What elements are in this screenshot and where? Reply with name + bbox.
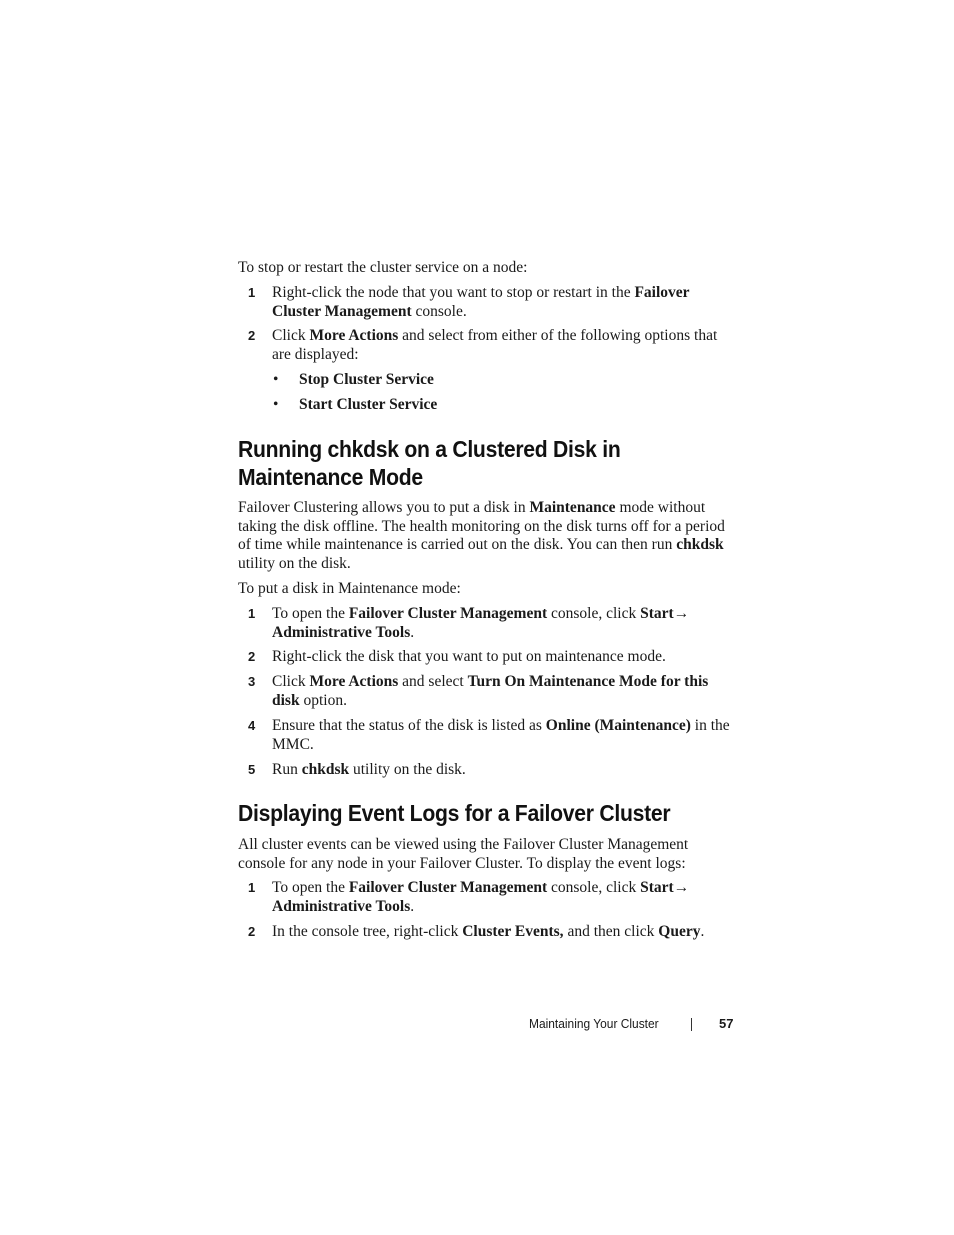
heading-displaying-event-logs: Displaying Event Logs for a Failover Cluster	[238, 800, 671, 826]
heading-running-chkdsk: Running chkdsk on a Clustered Disk in Maintenance Mode	[238, 436, 621, 490]
maintenance-mode-paragraph: Failover Clustering allows you to put a disk in Maintenance mode without taking the disk offline. The health monitoring on the disk turns off for a period of time while maintenance is carried out on the disk. You can then run chkdsk utility on the disk.	[238, 499, 725, 572]
step-number: 2	[248, 649, 256, 664]
page-number: 57	[719, 1016, 734, 1031]
footer-divider	[691, 1018, 692, 1031]
stop-restart-intro: To stop or restart the cluster service on a node:	[238, 259, 528, 276]
step-number: 1	[248, 285, 256, 300]
step-text: Click More Actions and select from either of the following options that are displayed:	[272, 327, 718, 363]
bullet-mark: •	[273, 371, 279, 388]
step-number: 3	[248, 674, 256, 689]
step-text: In the console tree, right-click Cluster Events, and then click Query.	[272, 923, 705, 940]
step-text: Click More Actions and select Turn On Maintenance Mode for this disk option.	[272, 673, 709, 709]
footer-chapter-title: Maintaining Your Cluster	[529, 1016, 659, 1031]
step-number: 1	[248, 606, 256, 621]
step-text: To open the Failover Cluster Management console, click Start→ Administrative Tools.	[272, 879, 690, 915]
step-number: 4	[248, 718, 256, 733]
bullet-mark: •	[273, 396, 279, 413]
step-text: Right-click the disk that you want to put on maintenance mode.	[272, 648, 666, 665]
step-number: 2	[248, 924, 256, 939]
step-number: 5	[248, 762, 256, 777]
step-text: Ensure that the status of the disk is listed as Online (Maintenance) in the MMC.	[272, 717, 730, 753]
step-text: To open the Failover Cluster Management console, click Start→ Administrative Tools.	[272, 605, 690, 641]
bullet-stop-cluster-service: Stop Cluster Service	[299, 371, 434, 388]
step-number: 1	[248, 880, 256, 895]
bullet-start-cluster-service: Start Cluster Service	[299, 396, 438, 413]
event-logs-paragraph: All cluster events can be viewed using the Failover Cluster Management console for any node in your Failover Cluster. To display the event logs:	[238, 836, 689, 872]
maintenance-intro: To put a disk in Maintenance mode:	[238, 580, 461, 597]
step-text: Run chkdsk utility on the disk.	[272, 761, 466, 778]
step-text: Right-click the node that you want to stop or restart in the Failover Cluster Management console.	[272, 284, 690, 320]
step-number: 2	[248, 328, 256, 343]
